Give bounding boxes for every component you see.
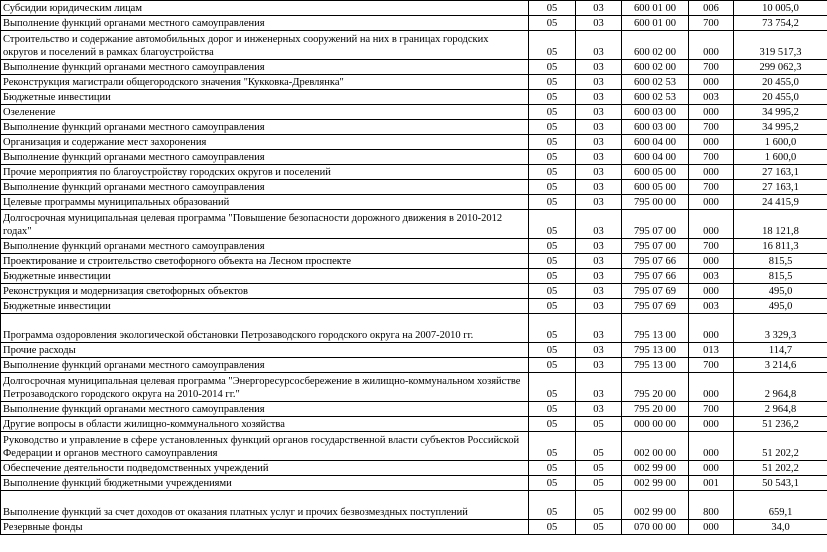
row-name-cell: Долгосрочная муниципальная целевая программа "Энергоресурсосбережение в жилищно-коммунальном хозяйстве Петрозаводского городского округа на 2010-2014 гг." bbox=[1, 373, 529, 402]
subsection-code-cell: 05 bbox=[576, 520, 622, 535]
section-code-cell: 05 bbox=[529, 60, 576, 75]
subsection-code-cell: 03 bbox=[576, 105, 622, 120]
row-name-cell: Обеспечение деятельности подведомственных учреждений bbox=[1, 461, 529, 476]
expense-type-cell: 700 bbox=[689, 239, 734, 254]
table-row bbox=[1, 150, 827, 165]
amount-cell: 16 811,3 bbox=[734, 239, 827, 254]
row-name-cell: Другие вопросы в области жилищно-коммунального хозяйства bbox=[1, 417, 529, 432]
subsection-code-cell: 03 bbox=[576, 16, 622, 31]
subsection-code-cell: 03 bbox=[576, 165, 622, 180]
expense-type-cell: 003 bbox=[689, 269, 734, 284]
subsection-code-cell: 03 bbox=[576, 75, 622, 90]
row-name-cell: Выполнение функций органами местного самоуправления bbox=[1, 150, 529, 165]
subsection-code-cell: 05 bbox=[576, 461, 622, 476]
section-code-cell: 05 bbox=[529, 239, 576, 254]
section-code-cell: 05 bbox=[529, 254, 576, 269]
section-code-cell: 05 bbox=[529, 461, 576, 476]
section-code-cell: 05 bbox=[529, 314, 576, 343]
amount-cell: 319 517,3 bbox=[734, 31, 827, 60]
table-row bbox=[1, 135, 827, 150]
target-article-cell: 002 99 00 bbox=[622, 476, 689, 491]
expense-type-cell: 700 bbox=[689, 16, 734, 31]
expense-type-cell: 000 bbox=[689, 195, 734, 210]
target-article-cell: 795 07 00 bbox=[622, 239, 689, 254]
target-article-cell: 600 04 00 bbox=[622, 135, 689, 150]
table-row bbox=[1, 120, 827, 135]
target-article-cell: 600 03 00 bbox=[622, 105, 689, 120]
section-code-cell: 05 bbox=[529, 75, 576, 90]
expense-type-cell: 000 bbox=[689, 105, 734, 120]
subsection-code-cell: 03 bbox=[576, 1, 622, 16]
section-code-cell: 05 bbox=[529, 195, 576, 210]
row-name-cell: Выполнение функций за счет доходов от оказания платных услуг и прочих безвозмездных поступлений bbox=[1, 491, 529, 520]
table-row bbox=[1, 432, 827, 461]
target-article-cell: 795 13 00 bbox=[622, 358, 689, 373]
target-article-cell: 795 20 00 bbox=[622, 373, 689, 402]
row-name-cell: Руководство и управление в сфере установленных функций органов государственной власти субъектов Российской Федерации и органов местного самоуправления bbox=[1, 432, 529, 461]
row-name-cell: Программа оздоровления экологической обстановки Петрозаводского городского округа на 2007-2010 гг. bbox=[1, 314, 529, 343]
subsection-code-cell: 03 bbox=[576, 180, 622, 195]
amount-cell: 27 163,1 bbox=[734, 165, 827, 180]
subsection-code-cell: 05 bbox=[576, 432, 622, 461]
subsection-code-cell: 03 bbox=[576, 90, 622, 105]
target-article-cell: 795 20 00 bbox=[622, 402, 689, 417]
amount-cell: 3 214,6 bbox=[734, 358, 827, 373]
table-row bbox=[1, 520, 827, 535]
table-row bbox=[1, 343, 827, 358]
amount-cell: 1 600,0 bbox=[734, 135, 827, 150]
expense-type-cell: 006 bbox=[689, 1, 734, 16]
expense-type-cell: 700 bbox=[689, 180, 734, 195]
expense-type-cell: 700 bbox=[689, 60, 734, 75]
subsection-code-cell: 03 bbox=[576, 120, 622, 135]
table-row bbox=[1, 75, 827, 90]
row-name-cell: Прочие мероприятия по благоустройству городских округов и поселений bbox=[1, 165, 529, 180]
amount-cell: 299 062,3 bbox=[734, 60, 827, 75]
expense-type-cell: 000 bbox=[689, 254, 734, 269]
table-row bbox=[1, 299, 827, 314]
section-code-cell: 05 bbox=[529, 491, 576, 520]
target-article-cell: 795 07 69 bbox=[622, 299, 689, 314]
table-row bbox=[1, 105, 827, 120]
subsection-code-cell: 05 bbox=[576, 476, 622, 491]
target-article-cell: 795 13 00 bbox=[622, 343, 689, 358]
subsection-code-cell: 03 bbox=[576, 269, 622, 284]
section-code-cell: 05 bbox=[529, 150, 576, 165]
expense-type-cell: 700 bbox=[689, 402, 734, 417]
section-code-cell: 05 bbox=[529, 165, 576, 180]
table-row bbox=[1, 165, 827, 180]
amount-cell: 51 202,2 bbox=[734, 432, 827, 461]
section-code-cell: 05 bbox=[529, 358, 576, 373]
target-article-cell: 600 01 00 bbox=[622, 1, 689, 16]
table-row bbox=[1, 491, 827, 520]
table-row bbox=[1, 284, 827, 299]
row-name-cell: Долгосрочная муниципальная целевая программа "Повышение безопасности дорожного движения в 2010-2012 годах" bbox=[1, 210, 529, 239]
expense-type-cell: 700 bbox=[689, 120, 734, 135]
row-name-cell: Выполнение функций органами местного самоуправления bbox=[1, 60, 529, 75]
target-article-cell: 002 00 00 bbox=[622, 432, 689, 461]
budget-table-body bbox=[1, 1, 827, 535]
table-row bbox=[1, 314, 827, 343]
row-name-cell: Субсидии юридическим лицам bbox=[1, 1, 529, 16]
table-row bbox=[1, 16, 827, 31]
table-row bbox=[1, 31, 827, 60]
amount-cell: 495,0 bbox=[734, 284, 827, 299]
subsection-code-cell: 03 bbox=[576, 254, 622, 269]
amount-cell: 50 543,1 bbox=[734, 476, 827, 491]
subsection-code-cell: 03 bbox=[576, 299, 622, 314]
row-name-cell: Реконструкция и модернизация светофорных объектов bbox=[1, 284, 529, 299]
row-name-cell: Озеленение bbox=[1, 105, 529, 120]
table-row bbox=[1, 195, 827, 210]
amount-cell: 27 163,1 bbox=[734, 180, 827, 195]
target-article-cell: 795 07 66 bbox=[622, 269, 689, 284]
table-row bbox=[1, 90, 827, 105]
row-name-cell: Бюджетные инвестиции bbox=[1, 269, 529, 284]
table-row bbox=[1, 254, 827, 269]
table-row bbox=[1, 461, 827, 476]
amount-cell: 34 995,2 bbox=[734, 120, 827, 135]
table-row bbox=[1, 417, 827, 432]
row-name-cell: Резервные фонды bbox=[1, 520, 529, 535]
subsection-code-cell: 03 bbox=[576, 358, 622, 373]
expense-type-cell: 000 bbox=[689, 432, 734, 461]
amount-cell: 24 415,9 bbox=[734, 195, 827, 210]
table-row bbox=[1, 60, 827, 75]
amount-cell: 34 995,2 bbox=[734, 105, 827, 120]
row-name-cell: Бюджетные инвестиции bbox=[1, 90, 529, 105]
target-article-cell: 600 04 00 bbox=[622, 150, 689, 165]
expense-type-cell: 000 bbox=[689, 31, 734, 60]
amount-cell: 815,5 bbox=[734, 269, 827, 284]
amount-cell: 73 754,2 bbox=[734, 16, 827, 31]
section-code-cell: 05 bbox=[529, 135, 576, 150]
target-article-cell: 600 05 00 bbox=[622, 165, 689, 180]
expense-type-cell: 000 bbox=[689, 75, 734, 90]
row-name-cell: Выполнение функций органами местного самоуправления bbox=[1, 402, 529, 417]
subsection-code-cell: 03 bbox=[576, 150, 622, 165]
amount-cell: 815,5 bbox=[734, 254, 827, 269]
expense-type-cell: 000 bbox=[689, 165, 734, 180]
expense-type-cell: 003 bbox=[689, 299, 734, 314]
amount-cell: 10 005,0 bbox=[734, 1, 827, 16]
row-name-cell: Выполнение функций органами местного самоуправления bbox=[1, 120, 529, 135]
section-code-cell: 05 bbox=[529, 31, 576, 60]
expense-type-cell: 013 bbox=[689, 343, 734, 358]
target-article-cell: 002 99 00 bbox=[622, 461, 689, 476]
table-row bbox=[1, 210, 827, 239]
expense-type-cell: 000 bbox=[689, 520, 734, 535]
table-row bbox=[1, 402, 827, 417]
amount-cell: 51 202,2 bbox=[734, 461, 827, 476]
table-row bbox=[1, 239, 827, 254]
target-article-cell: 795 07 00 bbox=[622, 210, 689, 239]
amount-cell: 3 329,3 bbox=[734, 314, 827, 343]
section-code-cell: 05 bbox=[529, 284, 576, 299]
expense-type-cell: 000 bbox=[689, 373, 734, 402]
expense-type-cell: 001 bbox=[689, 476, 734, 491]
table-row bbox=[1, 1, 827, 16]
table-row bbox=[1, 269, 827, 284]
section-code-cell: 05 bbox=[529, 180, 576, 195]
row-name-cell: Организация и содержание мест захоронения bbox=[1, 135, 529, 150]
row-name-cell: Выполнение функций органами местного самоуправления bbox=[1, 16, 529, 31]
row-name-cell: Выполнение функций органами местного самоуправления bbox=[1, 358, 529, 373]
target-article-cell: 600 02 53 bbox=[622, 75, 689, 90]
target-article-cell: 600 01 00 bbox=[622, 16, 689, 31]
section-code-cell: 05 bbox=[529, 343, 576, 358]
amount-cell: 2 964,8 bbox=[734, 373, 827, 402]
subsection-code-cell: 03 bbox=[576, 284, 622, 299]
target-article-cell: 000 00 00 bbox=[622, 417, 689, 432]
amount-cell: 51 236,2 bbox=[734, 417, 827, 432]
target-article-cell: 070 00 00 bbox=[622, 520, 689, 535]
amount-cell: 34,0 bbox=[734, 520, 827, 535]
amount-cell: 2 964,8 bbox=[734, 402, 827, 417]
target-article-cell: 600 05 00 bbox=[622, 180, 689, 195]
expense-type-cell: 000 bbox=[689, 210, 734, 239]
section-code-cell: 05 bbox=[529, 417, 576, 432]
row-name-cell: Проектирование и строительство светофорного объекта на Лесном проспекте bbox=[1, 254, 529, 269]
section-code-cell: 05 bbox=[529, 1, 576, 16]
section-code-cell: 05 bbox=[529, 402, 576, 417]
target-article-cell: 795 00 00 bbox=[622, 195, 689, 210]
section-code-cell: 05 bbox=[529, 16, 576, 31]
row-name-cell: Выполнение функций органами местного самоуправления bbox=[1, 239, 529, 254]
table-row bbox=[1, 476, 827, 491]
expense-type-cell: 000 bbox=[689, 135, 734, 150]
amount-cell: 20 455,0 bbox=[734, 75, 827, 90]
row-name-cell: Бюджетные инвестиции bbox=[1, 299, 529, 314]
expense-type-cell: 000 bbox=[689, 284, 734, 299]
expense-type-cell: 700 bbox=[689, 150, 734, 165]
subsection-code-cell: 03 bbox=[576, 195, 622, 210]
section-code-cell: 05 bbox=[529, 299, 576, 314]
target-article-cell: 600 02 53 bbox=[622, 90, 689, 105]
section-code-cell: 05 bbox=[529, 520, 576, 535]
section-code-cell: 05 bbox=[529, 90, 576, 105]
expense-type-cell: 000 bbox=[689, 314, 734, 343]
row-name-cell: Выполнение функций бюджетными учреждениями bbox=[1, 476, 529, 491]
target-article-cell: 600 02 00 bbox=[622, 60, 689, 75]
section-code-cell: 05 bbox=[529, 269, 576, 284]
row-name-cell: Прочие расходы bbox=[1, 343, 529, 358]
subsection-code-cell: 05 bbox=[576, 417, 622, 432]
subsection-code-cell: 03 bbox=[576, 239, 622, 254]
expense-type-cell: 000 bbox=[689, 461, 734, 476]
target-article-cell: 795 07 69 bbox=[622, 284, 689, 299]
target-article-cell: 600 02 00 bbox=[622, 31, 689, 60]
row-name-cell: Целевые программы муниципальных образований bbox=[1, 195, 529, 210]
subsection-code-cell: 03 bbox=[576, 135, 622, 150]
section-code-cell: 05 bbox=[529, 476, 576, 491]
section-code-cell: 05 bbox=[529, 210, 576, 239]
target-article-cell: 795 07 66 bbox=[622, 254, 689, 269]
target-article-cell: 600 03 00 bbox=[622, 120, 689, 135]
table-row bbox=[1, 180, 827, 195]
subsection-code-cell: 03 bbox=[576, 210, 622, 239]
section-code-cell: 05 bbox=[529, 105, 576, 120]
subsection-code-cell: 03 bbox=[576, 31, 622, 60]
amount-cell: 495,0 bbox=[734, 299, 827, 314]
subsection-code-cell: 03 bbox=[576, 402, 622, 417]
expense-type-cell: 700 bbox=[689, 358, 734, 373]
row-name-cell: Реконструкция магистрали общегородского значения "Кукковка-Древлянка" bbox=[1, 75, 529, 90]
table-row bbox=[1, 358, 827, 373]
subsection-code-cell: 03 bbox=[576, 314, 622, 343]
amount-cell: 114,7 bbox=[734, 343, 827, 358]
subsection-code-cell: 05 bbox=[576, 491, 622, 520]
section-code-cell: 05 bbox=[529, 373, 576, 402]
subsection-code-cell: 03 bbox=[576, 373, 622, 402]
row-name-cell: Выполнение функций органами местного самоуправления bbox=[1, 180, 529, 195]
amount-cell: 18 121,8 bbox=[734, 210, 827, 239]
table-row bbox=[1, 373, 827, 402]
expense-type-cell: 003 bbox=[689, 90, 734, 105]
subsection-code-cell: 03 bbox=[576, 343, 622, 358]
amount-cell: 20 455,0 bbox=[734, 90, 827, 105]
amount-cell: 1 600,0 bbox=[734, 150, 827, 165]
subsection-code-cell: 03 bbox=[576, 60, 622, 75]
section-code-cell: 05 bbox=[529, 432, 576, 461]
expense-type-cell: 800 bbox=[689, 491, 734, 520]
target-article-cell: 795 13 00 bbox=[622, 314, 689, 343]
expense-type-cell: 000 bbox=[689, 417, 734, 432]
amount-cell: 659,1 bbox=[734, 491, 827, 520]
row-name-cell: Строительство и содержание автомобильных дорог и инженерных сооружений на них в границах городских округов и поселений в рамках благоустройства bbox=[1, 31, 529, 60]
section-code-cell: 05 bbox=[529, 120, 576, 135]
target-article-cell: 002 99 00 bbox=[622, 491, 689, 520]
